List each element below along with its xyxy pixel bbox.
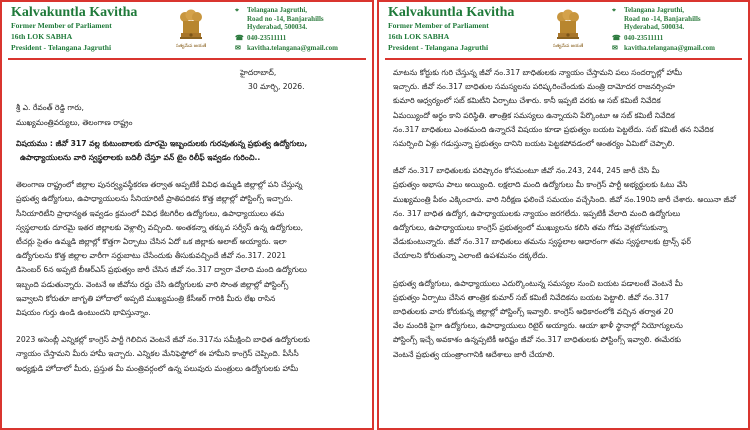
letterhead-contact: [612, 6, 748, 53]
para-line: బాధితులకు వారు కోరుకున్న జిల్లాల్లో పోస్టింగ్స్ ఇవ్వాలి. కాంగ్రెస్ అధికారంలోకి వచ్చిన తర్వాత 20: [393, 307, 674, 317]
para-line: నం. 317 బాధిత ఉద్యోగ, ఉపాధ్యాయులకు న్యాయం జరగలేదు. ఇప్పటికీ వేలాది మంది ఉద్యోగులు: [393, 208, 681, 218]
para-line: ప్రభుత్వం అభాసు పాలు అయ్యింది. లక్షలాది మంది ఉద్యోగులు మీ కాంగ్రెస్ పార్టీ అభ్యర్థులకు ఓటు వేసి: [393, 180, 688, 190]
para-line: ఇవ్వాలని కోరుతూ జాగృతి హోదాలో అప్పటి ముఖ్యమంత్రి కేసీఆర్ గారికి మీరు లేఖ రాసిన: [16, 293, 276, 303]
para-line: జీవో నం.317 బాధితులకు పరిష్కారం కోసమంటూ జీవో నం.243, 244, 245 జారీ చేసి మీ: [393, 166, 660, 176]
address-line-1: Telangana Jagruthi,: [624, 6, 685, 14]
phone-number: 040-23511111: [247, 33, 287, 42]
letter-page-2: [377, 0, 750, 430]
para-line: డిసెంబర్ 6న అప్పటి బీఆర్ఎస్ ప్రభుత్వం జారీ చేసిన జీవో నం.317 ద్వారా వేలాది మంది ఉద్యోగులు: [16, 265, 307, 275]
para-line: వెంటనే ప్రభుత్వ యంత్రాంగానికి ఆదేశాలు జారీ చేయాలి.: [393, 349, 555, 359]
state-emblem-icon: [176, 7, 206, 49]
para-line: కుమారి ఆధ్వర్యంలో సబ్ కమిటీని ఏర్పాటు చేశారు. కానీ ఇప్పటి వరకు ఆ సబ్ కమిటీ నివేదిక: [393, 96, 661, 106]
para-line: ప్రభుత్వ ఉద్యోగులు, ఉపాధ్యాయులను సీనియారిటీ ప్రాతిపదికన కొత్త జిల్లాల్లో పోస్టింగ్స్ ఇచ్చారు.: [16, 194, 293, 204]
letter-date: 30 మార్చి, 2026.: [248, 82, 305, 92]
para-line: సమర్పించి ఏళ్లు గడుస్తున్నా ప్రభుత్వం దానిని బయట పెట్టకపోవడంలో ఆంతర్యం ఏమిటో చెప్పాలి.: [393, 139, 675, 149]
para-line: ఇచ్చారు. జీవో నం.317 బాధితుల సమస్యలను పరిష్కరించేందుకు మంత్రి దామోదర రాజనర్సింహ: [393, 82, 675, 92]
para-line: టీచర్లు సైతం ఉమ్మడి జిల్లాల్లో కొత్తగా ఏర్పాటు చేసిన ఏదో ఒక జిల్లాకు అలాట్ అయ్యారు. ఇలా: [16, 237, 287, 247]
address-block: [612, 6, 748, 32]
email-address: kavitha.telangana@gmail.com: [247, 44, 338, 52]
address-line-3: Hyderabad, 500034.: [247, 23, 308, 31]
header-divider: [8, 58, 366, 60]
email-row: [235, 44, 371, 53]
letterhead-name: Kalvakuntla Kavitha: [11, 5, 138, 20]
letter-page-1: [0, 0, 374, 430]
para-line: ఏమయ్యిందో అర్థం కాని పరిస్థితి. తాంత్రిక సమస్యలు ఉన్నాయని పేర్కొంటూ ఆ సబ్ కమిటీ నివేదిక: [393, 110, 675, 120]
address-line-2: Road no -14, Banjarahills: [624, 14, 701, 23]
state-emblem-icon: [553, 7, 583, 49]
letterhead: [11, 5, 364, 57]
para-line: వేల మందికి పైగా ఉద్యోగులు, ఉపాధ్యాయులు రిటైర్ అయ్యారు. ఆయా ఖాళీ స్థానాల్లో నియోగ్యులను: [393, 321, 683, 331]
para-line: పోస్టింగ్స్ ఇచ్చే అవకాశం ఉన్నప్పటికీ అరిష్టం జీవో నం.317 బాధితులకు పోస్టింగ్స్ ఇవ్వాలి. ఈమేరకు: [393, 335, 681, 345]
letterhead-name: Kalvakuntla Kavitha: [388, 5, 515, 20]
paragraph-5: [393, 277, 738, 362]
subject-line-2: ఉపాధ్యాయులను వారి స్వస్థలాలకు బదిలీ చేస్తూ వన్ టైం రిలీఫ్ ఇవ్వడం గురించి..: [20, 153, 261, 163]
para-line: స్వస్థలాలకు దూరమై ఇతర జిల్లాలకు వెళ్లాల్సి వచ్చింది. అంతకన్నా తక్కువ సర్వీస్ ఉన్న ఉద్యోగులు,: [16, 222, 304, 232]
phone-row: [235, 34, 371, 43]
address-line-3: Hyderabad, 500034.: [624, 23, 685, 31]
emblem-caption: సత్యమేవ జయతే: [553, 44, 583, 49]
location-pin-icon: ⌖: [235, 6, 239, 14]
para-line: మాటను కోర్టుకు గురి చేస్తున్న జీవో నం.317 బాధితులకు న్యాయం చేస్తామని పలు సందర్భాల్లో హామీ: [393, 68, 683, 77]
para-line: తెలంగాణ రాష్ట్రంలో జిల్లాల పునర్వ్యవస్థీకరణ తర్వాత అప్పటికే వివిధ ఉమ్మడి జిల్లాల్లో పని చేస్తున్న: [16, 180, 303, 190]
para-line: చేయాలని కోరుతున్నా ఎలాంటి ఉపశమనం దక్కలేదు.: [393, 251, 548, 261]
para-line: ఉద్యోగులను కొత్త జిల్లాల వారీగా సర్దుబాటు చేసేందుకు తీసుకువచ్చిందే జీవో నం.317. 2021: [16, 251, 287, 261]
letter-body-2: [393, 66, 738, 362]
para-line: నం.317 బాధితులు ఎంతమంది ఉన్నారనే విషయం కూడా ప్రభుత్వం బయట పెట్టలేదు. సబ్ కమిటీ తన నివేదిక: [393, 124, 714, 134]
phone-icon: ☎: [235, 33, 244, 42]
paragraph-4: [393, 164, 738, 263]
address-line-1: Telangana Jagruthi,: [247, 6, 308, 14]
paragraph-1: [16, 178, 362, 320]
email-icon: ✉: [235, 44, 241, 52]
emblem-caption: సత్యమేవ జయతే: [176, 44, 206, 49]
phone-number: 040-23511111: [624, 33, 664, 42]
phone-icon: ☎: [612, 33, 621, 42]
recipient-name: శ్రీ ఎ. రేవంత్ రెడ్డి గారు,: [16, 103, 84, 113]
letter-place: హైదరాబాద్,: [240, 68, 277, 77]
address-block: [235, 6, 371, 32]
paragraph-3: [393, 66, 738, 151]
para-line: ముఖ్యమంత్రి పీఠం ఎక్కించారు. వారి నిరీక్షణ ఫలించే సమయం వచ్చేసింది. జీవో నం.190ని జారీ చేశారు. అయినా జీవో: [393, 194, 736, 204]
phone-row: [612, 34, 748, 43]
para-line: న్యాయం చేస్తామని మీరు హామీ ఇచ్చారు. ఎన్నికల మేనిఫెస్టోలో ఈ హామీని కాంగ్రెస్ చెప్పింది. పీసీసీ: [16, 349, 299, 359]
para-line: ఇబ్బంది పడుతున్నారు. వెంటనే ఆ జీవోను రద్దు చేసి ఉద్యోగులకు వారి సొంత జిల్లాల్లో పోస్టింగ్స్: [16, 279, 289, 289]
email-icon: ✉: [612, 44, 618, 52]
letterhead-left: [388, 5, 538, 53]
para-line: ప్రభుత్వం ఏర్పాటు చేసిన తాంత్రిక కుమార్ సబ్ కమిటీ నివేదికను బయట పెట్టాలి. జీవో నం.317: [393, 292, 669, 302]
email-address: kavitha.telangana@gmail.com: [624, 44, 715, 52]
para-line: 2023 అసెంబ్లీ ఎన్నికల్లో కాంగ్రెస్ పార్టీ గెలిచిన వెంటనే జీవో నం.317ను సమీక్షించి బాధిత ఉద్యోగులకు: [16, 335, 310, 345]
letterhead-contact: [235, 6, 371, 53]
letterhead-title-3: President - Telangana Jagruthi: [388, 43, 489, 52]
recipient-title: ముఖ్యమంత్రివర్యులు, తెలంగాణ రాష్ట్రం: [16, 117, 133, 127]
letterhead-title-1: Former Member of Parliament: [388, 21, 489, 30]
letterhead-title-1: Former Member of Parliament: [11, 21, 112, 30]
letterhead-title-2: 16th LOK SABHA: [388, 32, 450, 41]
letterhead-left: [11, 5, 161, 53]
para-line: వేడుకుంటున్నారు. జీవో నం.317 బాధితులు తమను స్వస్థలాల ఆధారంగా తమ స్వస్థలాలకు ట్రాన్స్ ఫర్: [393, 237, 691, 247]
letterhead: [388, 5, 740, 57]
paragraph-2: [16, 333, 362, 376]
location-pin-icon: ⌖: [612, 6, 616, 14]
letterhead-title-2: 16th LOK SABHA: [11, 32, 73, 41]
subject-line-1: విషయము : జీవో 317 వల్ల కుటుంబాలకు దూరమై ఇబ్బందులకు గురవుతున్న ప్రభుత్వ ఉద్యోగులు,: [16, 138, 308, 148]
letterhead-title-3: President - Telangana Jagruthi: [11, 43, 112, 52]
letter-body-1: [16, 66, 362, 376]
para-line: ప్రభుత్వ ఉద్యోగులు, ఉపాధ్యాయులు ఎదుర్కొంటున్న సమస్యల నుంచి బయట పడాలంటే వెంటనే మీ: [393, 278, 683, 288]
address-line-2: Road no -14, Banjarahills: [247, 14, 324, 23]
header-divider: [385, 58, 742, 60]
para-line: ఉద్యోగులు, ఉపాధ్యాయులు కాంగ్రెస్ ప్రభుత్వంలో ముఖ్యులను కలిసి తమ గోడు వెళ్లబోసుకున్నా: [393, 223, 668, 233]
email-row: [612, 44, 748, 53]
para-line: అధ్యక్షుడి హోదాలో మీరు, ప్రస్తుత మీ మంత్రివర్గంలో ఉన్న పలువురు మంత్రులు ఉద్యోగులకు హామీ: [16, 363, 299, 373]
para-line: విషయం గుర్తు ఉండి ఉంటుందని భావిస్తున్నాం.: [16, 308, 151, 318]
para-line: సీనియారిటీని ప్రాధాన్యత ఇవ్వడం క్రమంలో వివిధ కేటగిరీల ఉద్యోగులు, ఉపాధ్యాయులు తమ: [16, 208, 285, 218]
